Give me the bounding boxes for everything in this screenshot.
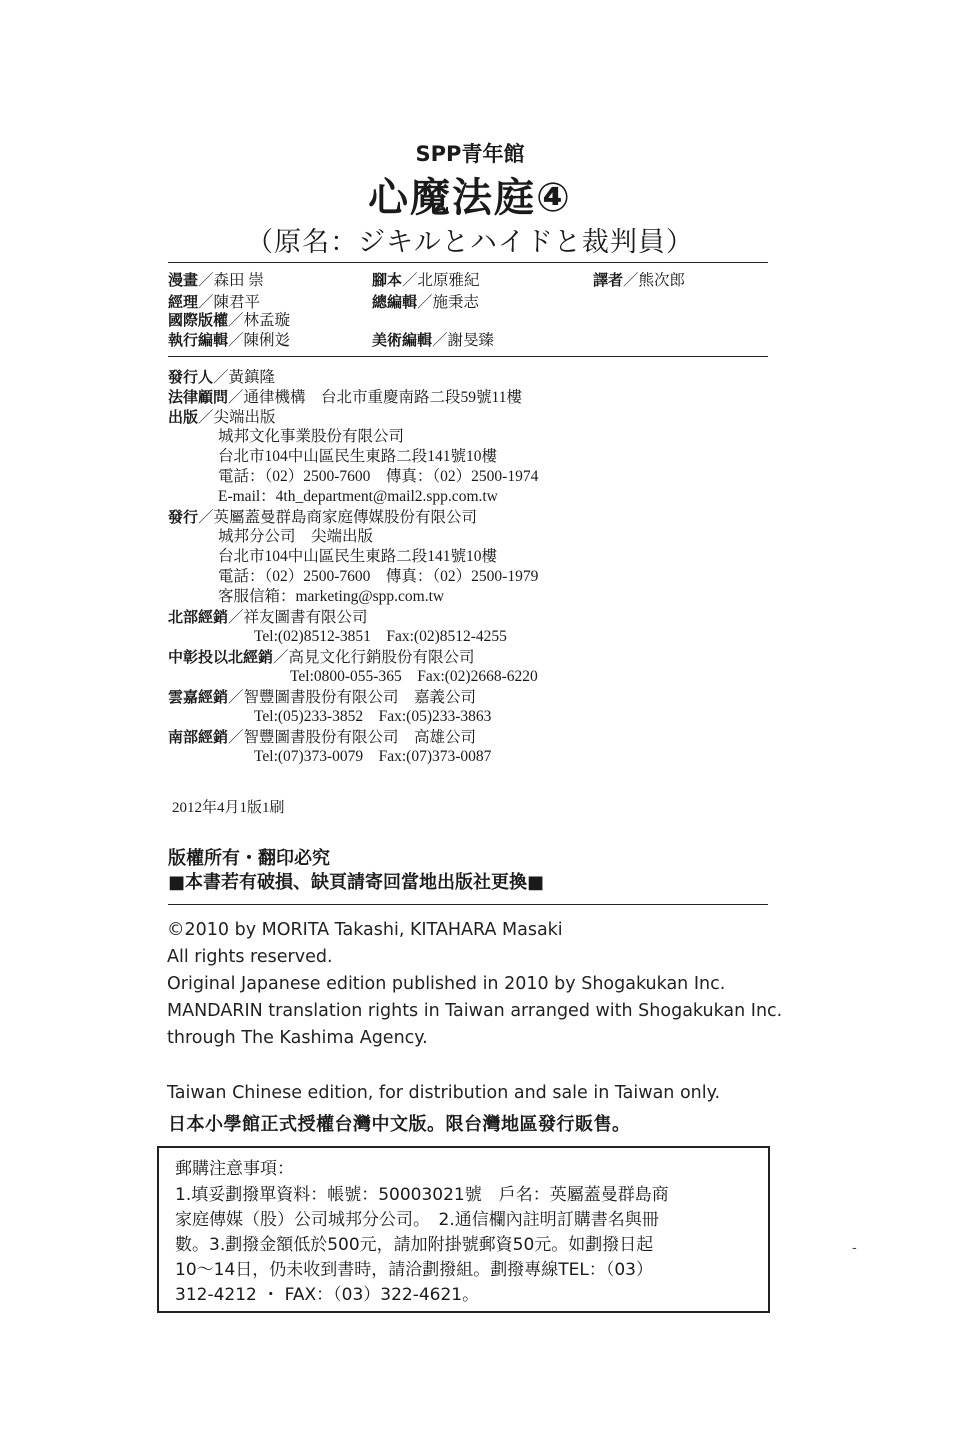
mail-order-line: 數。3.劃撥金額低於500元，請加附掛號郵資50元。如劃撥日起 <box>175 1235 654 1255</box>
copyright-line: ©2010 by MORITA Takashi, KITAHARA Masaki <box>167 920 563 940</box>
publisher-address: 台北市104中山區民生東路二段141號10樓 <box>218 448 498 465</box>
stray-mark: - <box>852 1240 857 1256</box>
north-distributor-tel: Tel:(02)8512-3851 Fax:(02)8512-4255 <box>254 628 507 645</box>
publisher-info <box>168 367 768 767</box>
credit-manager: 經理／陳君平 <box>168 293 261 311</box>
distribution-notice-en: Taiwan Chinese edition, for distribution and sale in Taiwan only. <box>167 1083 721 1103</box>
credit-translator: 譯者／熊次郎 <box>593 271 686 289</box>
divider <box>168 262 768 263</box>
central-distributor: 中彰投以北經銷／高見文化行銷股份有限公司 <box>168 648 475 666</box>
divider <box>168 356 768 357</box>
copyright-line: All rights reserved. <box>167 947 333 967</box>
issuer-line: 發行人／黃鎮隆 <box>168 368 276 386</box>
publisher-company: 城邦文化事業股份有限公司 <box>218 428 405 445</box>
book-title: 心魔法庭④ <box>368 175 572 221</box>
distributor-address: 台北市104中山區民生東路二段141號10樓 <box>218 548 498 565</box>
mail-order-line: 家庭傳媒（股）公司城邦分公司。 2.通信欄內註明訂購書名與冊 <box>175 1210 659 1230</box>
rights-reserved: 版權所有・翻印必究 <box>168 848 330 869</box>
credit-script: 腳本／北原雅紀 <box>372 271 480 289</box>
central-distributor-tel: Tel:0800-055-365 Fax:(02)2668-6220 <box>290 668 538 685</box>
yunjia-distributor: 雲嘉經銷／智豐圖書股份有限公司 嘉義公司 <box>168 688 477 706</box>
yunjia-distributor-tel: Tel:(05)233-3852 Fax:(05)233-3863 <box>254 708 492 725</box>
north-distributor: 北部經銷／祥友圖書有限公司 <box>168 608 368 626</box>
south-distributor-tel: Tel:(07)373-0079 Fax:(07)373-0087 <box>254 748 492 765</box>
publisher-line: 出版／尖端出版 <box>168 408 276 426</box>
distributor-line: 發行／英屬蓋曼群島商家庭傳媒股份有限公司 <box>168 508 478 526</box>
mail-order-line: 312-4212 ・ FAX：（03）322-4621。 <box>175 1285 480 1305</box>
credit-intl-rights: 國際版權／林孟璇 <box>168 311 291 329</box>
damage-notice: ■本書若有破損、缺頁請寄回當地出版社更換■ <box>168 872 545 893</box>
distribution-notice-cn: 日本小學館正式授權台灣中文版。限台灣地區發行販售。 <box>168 1114 631 1135</box>
credit-artist: 漫畫／森田 崇 <box>168 271 264 289</box>
distributor-branch: 城邦分公司 尖端出版 <box>218 528 374 545</box>
copyright-line: Original Japanese edition published in 2010 by Shogakukan Inc. <box>167 974 726 994</box>
credit-exec-editor: 執行編輯／陳俐彣 <box>168 331 291 349</box>
original-title: （原名：ジキルとハイドと裁判員） <box>246 227 694 258</box>
mail-order-line: 10～14日，仍未收到書時，請洽劃撥組。劃撥專線TEL：（03） <box>175 1260 653 1280</box>
publisher-phone: 電話：（02）2500-7600 傳真：（02）2500-1974 <box>218 468 539 485</box>
mail-order-box <box>157 1146 770 1313</box>
credit-chief-editor: 總編輯／施秉志 <box>372 293 480 311</box>
distributor-email: 客服信箱：marketing@spp.com.tw <box>218 588 445 605</box>
mail-order-title: 郵購注意事項： <box>175 1159 294 1179</box>
credit-art-editor: 美術編輯／謝旻臻 <box>372 331 495 349</box>
copyright-line: MANDARIN translation rights in Taiwan arranged with Shogakukan Inc. <box>167 1001 783 1021</box>
print-date: 2012年4月1版1刷 <box>172 800 285 816</box>
legal-line: 法律顧問／通律機構 台北市重慶南路二段59號11樓 <box>168 388 522 406</box>
publisher-email: E-mail：4th_department@mail2.spp.com.tw <box>218 488 498 505</box>
south-distributor: 南部經銷／智豐圖書股份有限公司 高雄公司 <box>168 728 477 746</box>
mail-order-line: 1.填妥劃撥單資料：帳號：50003021號 戶名：英屬蓋曼群島商 <box>175 1185 669 1205</box>
copyright-line: through The Kashima Agency. <box>167 1028 428 1048</box>
distributor-phone: 電話：（02）2500-7600 傳真：（02）2500-1979 <box>218 568 539 585</box>
series-label: SPP青年館 <box>415 142 525 166</box>
divider <box>168 904 768 905</box>
